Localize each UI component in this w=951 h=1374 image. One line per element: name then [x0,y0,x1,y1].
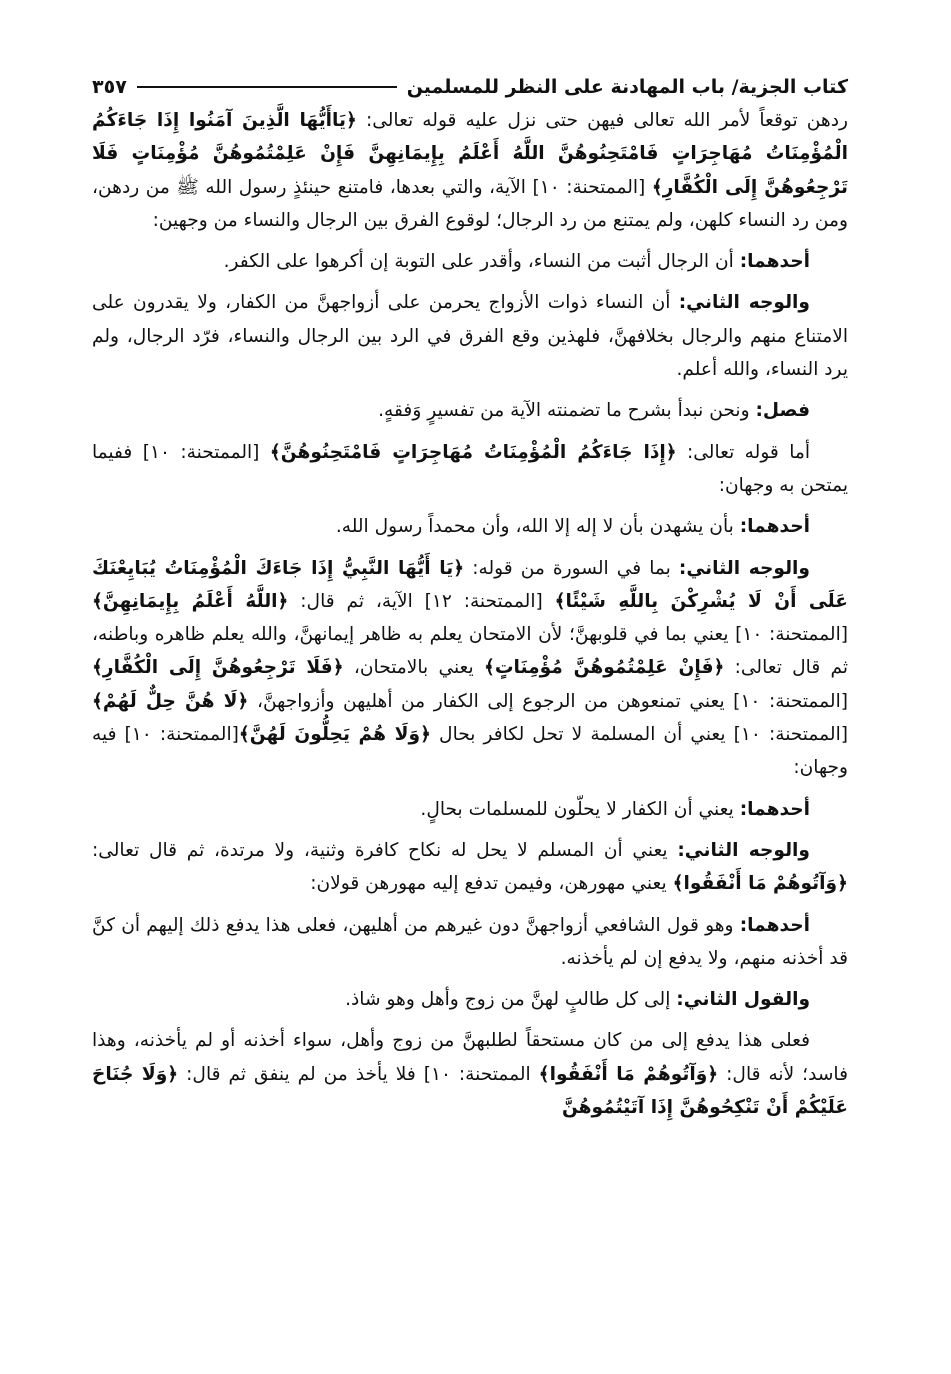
body-segment: [الممتحنة: ١٠] ففيما يمتحن به وجهان: [92,441,848,496]
body-segment: الممتحنة: ١٠] فلا يأخذ من لم ينفق ثم قال: [178,1063,539,1085]
body-segment: [الممتحنة: ١٠] يعني بما في قلوبهنَّ؛ لأن الامتحان يعلم به ظاهر إيمانهنَّ، والله يعلم ظاهره وباطنه، ثم قال تعالى: [92,624,849,679]
paragraph [92,104,848,237]
paragraph-lead: والقول الثاني: [676,989,810,1011]
body-segment: [الممتحنة: ١٠] يعني تمنعوهن من الرجوع إلى الكفار من أهليهن وأزواجهنَّ، [248,690,849,712]
body-segment: يعني مهورهن، وفيمن تدفع إليه مهورهن قولان: [310,873,673,895]
paragraph [92,552,848,785]
body-segment: بما في السورة من قوله: [464,557,679,579]
quran-verse: ﴿إِذَا جَاءَكُمُ الْمُؤْمِنَاتُ مُهَاجِرَاتٍ فَامْتَحِنُوهُنَّ﴾ [269,441,677,463]
paragraph-lead: والوجه الثاني: [677,839,810,861]
paragraph-lead: والوجه الثاني: [678,292,810,314]
quran-verse: ﴿يَاأَيُّهَا الَّذِينَ آمَنُوا إِذَا جَاءَكُمُ الْمُؤْمِنَاتُ مُهَاجِرَاتٍ فَامْتَحِنُوهُنَّ اللَّهُ أَعْلَمُ بِإِيمَانِهِنَّ فَإِنْ عَلِمْتُمُوهُنَّ مُؤْمِنَاتٍ فَلَا تَرْجِعُوهُنَّ إِلَى الْكُفَّارِ﴾ [92,110,848,198]
body-segment: ونحن نبدأ بشرح ما تضمنته الآية من تفسيرٍ وَفقهٍ. [378,400,756,422]
body-segment: يعني أن الكفار لا يحلّون للمسلمات بحالٍ. [420,798,740,820]
body-segment: يعني بالامتحان، [343,657,484,679]
body-segment: فعلى هذا يدفع إلى من كان مستحقاً لطلبهنَّ من زوج وأهل، سواء أخذنه أو لم يأخذنه، وهذا فاسد؛ لأنه قال: [92,1030,848,1085]
body-segment: أن الرجال أثبت من النساء، وأقدر على التوبة إن أكرهوا على الكفر. [223,251,740,273]
quran-verse: ﴿فَإِنْ عَلِمْتُمُوهُنَّ مُؤْمِنَاتٍ﴾ [483,657,725,679]
body-segment: [الممتحنة: ١٠] يعني أن المسلمة لا تحل لكافر بحال [430,724,849,746]
body-segment: يعني أن المسلم لا يحل له نكاح كافرة وثنية، ولا مرتدة، ثم قال تعالى: [92,839,678,861]
paragraph-lead: فصل: [755,400,810,422]
body-segment: [الممتحنة: ١٠] الآية، والتي بعدها، فامتنع حينئذٍ رسول الله ﷺ من ردهن، ومن رد النساء كلهن، ولم يمتنع من رد الرجال؛ لوقوع الفرق بين الرجال والنساء من وجهين: [92,176,848,231]
body-segment: إلى كل طالبٍ لهنَّ من زوج وأهل وهو شاذ. [345,989,677,1011]
quran-verse: ﴿وَآتُوهُمْ مَا أَنْفَقُوا﴾ [672,873,848,895]
body-segment: [الممتحنة: ١٢] الآية، ثم قال: [288,590,555,612]
header-rule [137,86,397,88]
page-number: ٣٥٧ [92,76,127,98]
quran-verse: ﴿فَلَا تَرْجِعُوهُنَّ إِلَى الْكُفَّارِ﴾ [92,657,344,679]
quran-verse: ﴿لَا هُنَّ حِلٌّ لَهُمْ﴾ [92,690,249,712]
paragraph [92,510,848,543]
quran-verse: ﴿يَا أَيُّهَا النَّبِيُّ إِذَا جَاءَكَ الْمُؤْمِنَاتُ يُبَايِعْنَكَ عَلَى أَنْ لَا يُشْرِكْنَ بِاللَّهِ شَيْئًا﴾ [92,557,848,612]
paragraph [92,436,848,503]
paragraph [92,1024,848,1124]
page-header [92,72,848,102]
paragraph-lead: والوجه الثاني: [678,557,810,579]
paragraph-lead: أحدهما: [739,914,810,936]
paragraph [92,245,848,278]
paragraph-lead: أحدهما: [739,516,810,538]
running-title: كتاب الجزية/ باب المهادنة على النظر للمسلمين [406,76,848,98]
quran-verse: ﴿وَلَا جُنَاحَ عَلَيْكُمْ أَنْ تَنْكِحُوهُنَّ إِذَا آتَيْتُمُوهُنَّ [92,1063,848,1119]
paragraph-lead: أحدهما: [739,251,810,273]
paragraph [92,394,848,427]
paragraph [92,909,848,976]
document-page [92,72,848,1132]
body-segment: بأن يشهدن بأن لا إله إلا الله، وأن محمداً رسول الله. [335,516,740,538]
quran-verse: ﴿اللَّهُ أَعْلَمُ بِإِيمَانِهِنَّ﴾ [92,590,289,612]
quran-verse: ﴿وَلَا هُمْ يَحِلُّونَ لَهُنَّ﴾ [238,724,431,746]
body-segment: وهو قول الشافعي أزواجهنَّ دون غيرهم من أهليهن، فعلى هذا يدفع ذلك إليهم أن كنَّ قد أخذنه منهم، ولا يدفع إن لم يأخذنه. [92,914,848,969]
paragraph [92,834,848,901]
body-segment: [الممتحنة: ١٠] فيه وجهان: [92,724,848,779]
body-segment: أن النساء ذوات الأزواج يحرمن على أزواجهنَّ من الكفار، ولا يقدرون على الامتناع منهم والرجال بخلافهنَّ، فلهذين وقع الفرق في الرد بين الرجال والنساء، فرّد الرجال، ولم يرد النساء، والله أعلم. [92,292,848,381]
quran-verse: ﴿وَآتُوهُمْ مَا أَنْفَقُوا﴾ [538,1063,719,1085]
body-text [92,104,848,1124]
paragraph [92,793,848,826]
body-segment: ردهن توقعاً لأمر الله تعالى فيهن حتى نزل عليه قوله تعالى: [356,110,848,131]
paragraph [92,983,848,1016]
paragraph-lead: أحدهما: [739,798,810,820]
body-segment: أما قوله تعالى: [676,441,811,463]
paragraph [92,286,848,386]
